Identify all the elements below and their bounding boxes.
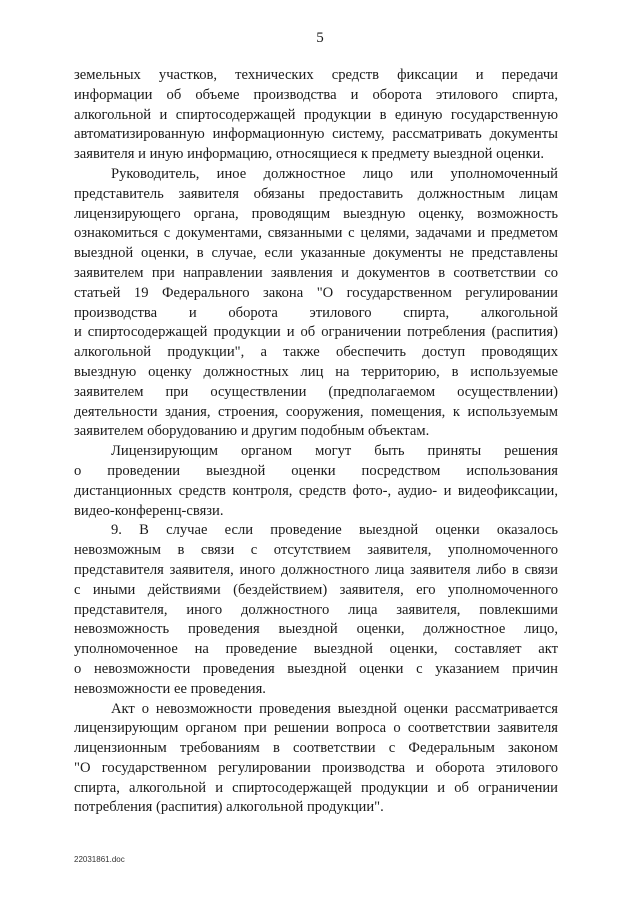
text-line: дистанционных средств контроля, средств фото-, аудио- и видеофиксации,	[74, 482, 558, 499]
text-line: Акт о невозможности проведения выездной оценки рассматривается	[111, 700, 558, 717]
text-line: лицензирующего органа, проводящим выездную оценку, возможность	[74, 205, 558, 222]
document-body	[74, 66, 558, 818]
text-line: заявителя и иную информацию, относящиеся к предмету выездной оценки.	[74, 146, 545, 163]
text-line: статьей 19 Федерального закона "О государственном регулировании	[74, 284, 558, 301]
paragraph-continuation	[74, 66, 558, 165]
text-line: представителя, иного должностного лица заявителя, повлекшими	[74, 601, 558, 618]
text-line: о невозможности проведения выездной оценки с указанием причин	[74, 660, 558, 677]
text-line: видео-конференц-связи.	[74, 502, 224, 519]
text-line: лицензирующим органом при решении вопроса о соответствии заявителя	[74, 720, 558, 737]
text-line: представитель заявителя обязаны предоставить должностным лицам	[74, 185, 558, 202]
text-line: заявителем оборудованию и другим подобным объектам.	[74, 423, 430, 440]
text-line: спирта, алкогольной и спиртосодержащей продукции и об ограничении	[74, 779, 558, 796]
text-line: алкогольной продукции", а также обеспечить доступ проводящих	[74, 344, 558, 361]
text-line: земельных участков, технических средств фиксации и передачи	[74, 67, 558, 83]
text-line: "О государственном регулировании производства и оборота этилового	[74, 759, 558, 776]
paragraph-remote	[74, 442, 558, 521]
text-line: автоматизированную информационную систему, рассматривать документы	[74, 126, 558, 143]
page-number: 5	[316, 30, 324, 46]
text-line: алкогольной и спиртосодержащей продукции в единую государственную	[74, 106, 558, 123]
text-line: лицензионным требованиям в соответствии с Федеральным законом	[74, 740, 558, 757]
text-line: невозможность проведения выездной оценки, должностное лицо,	[74, 621, 558, 638]
text-line: деятельности здания, строения, сооружения, помещения, к используемым	[74, 403, 558, 420]
text-line: производства и оборота этилового спирта, алкогольной	[74, 304, 558, 321]
paragraph-act-review	[74, 700, 558, 819]
text-line: информации об объеме производства и оборота этилового спирта,	[74, 86, 558, 103]
paragraph-clause-9	[74, 521, 558, 699]
text-line: Руководитель, иное должностное лицо или уполномоченный	[111, 165, 558, 182]
text-line: Лицензирующим органом могут быть приняты решения	[111, 443, 558, 460]
paragraph-access	[74, 165, 558, 442]
text-line: невозможности ее проведения.	[74, 680, 266, 697]
footer-filename: 22031861.doc	[74, 855, 125, 864]
text-line: о проведении выездной оценки посредством использования	[74, 462, 558, 479]
text-line: выездную оценку должностных лиц на территорию, в используемые	[74, 363, 558, 380]
text-line: невозможным в связи с отсутствием заявителя, уполномоченного	[74, 542, 558, 559]
text-line: ознакомиться с документами, связанными с целями, задачами и предметом	[74, 225, 558, 242]
text-line: потребления (распития) алкогольной продукции".	[74, 799, 384, 816]
text-line: уполномоченное на проведение выездной оценки, составляет акт	[74, 641, 558, 658]
text-line: представителя заявителя, иного должностного лица заявителя либо в связи	[74, 561, 558, 578]
text-line: с иными действиями (бездействием) заявителя, его уполномоченного	[74, 581, 558, 598]
text-line: заявителем при осуществлении (предполагаемом осуществлении)	[74, 383, 558, 400]
text-line: выездной оценки, в случае, если указанные документы не представлены	[74, 245, 558, 262]
text-line: и спиртосодержащей продукции и об ограничении потребления (распития)	[74, 324, 558, 341]
text-line: 9. В случае если проведение выездной оценки оказалось	[111, 522, 558, 539]
text-line: заявителем при направлении заявления и документов в соответствии со	[74, 264, 558, 281]
